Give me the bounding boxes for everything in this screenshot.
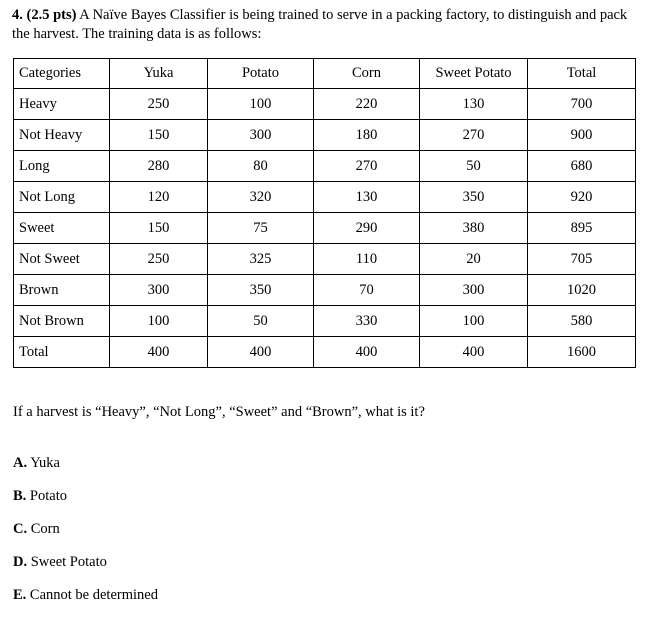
table-cell: 325: [208, 244, 314, 275]
table-row: [14, 275, 636, 306]
table-cell: 705: [528, 244, 636, 275]
table-cell: 330: [314, 306, 420, 337]
table-cell: 400: [208, 337, 314, 368]
table-cell: 100: [110, 306, 208, 337]
table-cell: 250: [110, 89, 208, 120]
table-cell: 290: [314, 213, 420, 244]
table-cell: 75: [208, 213, 314, 244]
table-cell: 270: [420, 120, 528, 151]
option-d[interactable]: [13, 554, 107, 571]
row-label: Not Brown: [14, 306, 110, 337]
table-cell: 270: [314, 151, 420, 182]
table-cell: 350: [420, 182, 528, 213]
training-data-table: [13, 58, 636, 368]
table-cell: 50: [420, 151, 528, 182]
table-cell: 320: [208, 182, 314, 213]
table-cell: 400: [110, 337, 208, 368]
table-header-row: [14, 59, 636, 89]
table-cell: 895: [528, 213, 636, 244]
option-text: Corn: [27, 521, 60, 537]
table-cell: 300: [110, 275, 208, 306]
option-letter: E.: [13, 587, 27, 603]
table-cell: 700: [528, 89, 636, 120]
table-cell: 920: [528, 182, 636, 213]
table-cell: 350: [208, 275, 314, 306]
table-cell: 250: [110, 244, 208, 275]
table-row: [14, 89, 636, 120]
table-row: [14, 120, 636, 151]
option-text: Cannot be determined: [26, 587, 158, 603]
column-header: Potato: [208, 59, 314, 89]
row-label: Heavy: [14, 89, 110, 120]
option-e[interactable]: [13, 587, 158, 604]
row-label: Total: [14, 337, 110, 368]
table-cell: 80: [208, 151, 314, 182]
table-cell: 100: [208, 89, 314, 120]
table-cell: 220: [314, 89, 420, 120]
question-prompt: If a harvest is “Heavy”, “Not Long”, “Sweet” and “Brown”, what is it?: [13, 404, 425, 420]
option-text: Yuka: [27, 455, 60, 471]
table-cell: 300: [420, 275, 528, 306]
table-row: [14, 306, 636, 337]
table-cell: 400: [420, 337, 528, 368]
question-text: A Naïve Bayes Classifier is being trained to serve in a packing factory, to distinguish and pack the harvest. The training data is as follows:: [12, 7, 628, 42]
option-text: Sweet Potato: [27, 554, 107, 570]
table-cell: 110: [314, 244, 420, 275]
table-cell: 400: [314, 337, 420, 368]
table-cell: 130: [420, 89, 528, 120]
table-cell: 580: [528, 306, 636, 337]
table-row: [14, 151, 636, 182]
table-cell: 50: [208, 306, 314, 337]
option-letter: B.: [13, 488, 27, 504]
row-label: Not Sweet: [14, 244, 110, 275]
table-cell: 100: [420, 306, 528, 337]
option-text: Potato: [26, 488, 67, 504]
option-c[interactable]: [13, 521, 60, 538]
table-cell: 70: [314, 275, 420, 306]
table-row: [14, 244, 636, 275]
table-cell: 150: [110, 120, 208, 151]
row-label: Long: [14, 151, 110, 182]
table-cell: 120: [110, 182, 208, 213]
option-a[interactable]: [13, 455, 60, 472]
row-label: Sweet: [14, 213, 110, 244]
table-cell: 1020: [528, 275, 636, 306]
table-cell: 380: [420, 213, 528, 244]
table-cell: 20: [420, 244, 528, 275]
table-cell: 180: [314, 120, 420, 151]
row-label: Not Heavy: [14, 120, 110, 151]
table-cell: 900: [528, 120, 636, 151]
row-label: Brown: [14, 275, 110, 306]
table-row: [14, 182, 636, 213]
option-letter: A.: [13, 455, 28, 471]
option-letter: D.: [13, 554, 28, 570]
table-row: [14, 213, 636, 244]
table-cell: 1600: [528, 337, 636, 368]
table-row: [14, 337, 636, 368]
column-header: Yuka: [110, 59, 208, 89]
table-cell: 280: [110, 151, 208, 182]
column-header: Categories: [14, 59, 110, 89]
question-number: 4. (2.5 pts): [12, 7, 77, 23]
option-b[interactable]: [13, 488, 67, 505]
column-header: Total: [528, 59, 636, 89]
option-letter: C.: [13, 521, 28, 537]
column-header: Sweet Potato: [420, 59, 528, 89]
table-cell: 130: [314, 182, 420, 213]
column-header: Corn: [314, 59, 420, 89]
table-cell: 680: [528, 151, 636, 182]
row-label: Not Long: [14, 182, 110, 213]
question-stem: [12, 6, 642, 44]
table-cell: 150: [110, 213, 208, 244]
table-cell: 300: [208, 120, 314, 151]
